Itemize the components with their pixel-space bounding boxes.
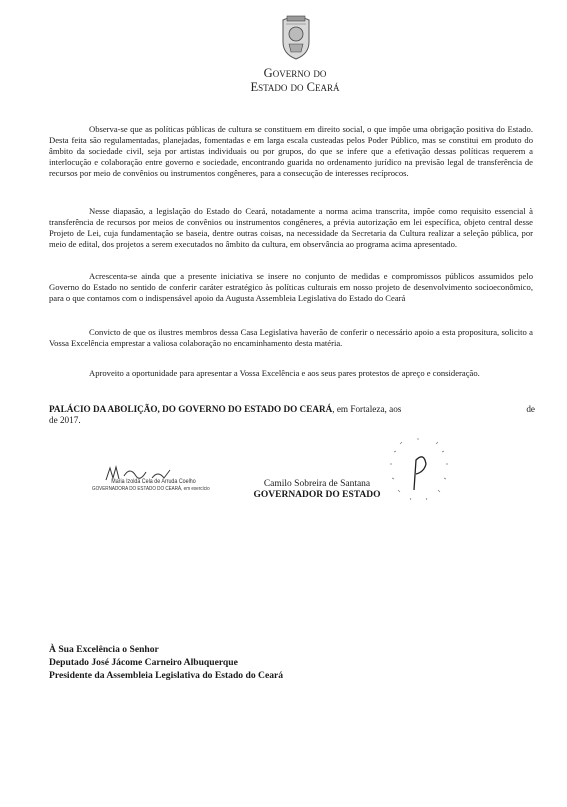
- palace-name: PALÁCIO DA ABOLIÇÃO, DO GOVERNO DO ESTADO DO CEARÁ: [49, 404, 333, 414]
- signatory-left-role: GOVERNADORA DO ESTADO DO CEARÁ, em exercício: [92, 486, 210, 492]
- date-de: de: [526, 404, 535, 414]
- addressee-title: Presidente da Assembleia Legislativa do Estado do Ceará: [49, 670, 284, 681]
- place-date-line: [49, 404, 535, 426]
- body-paragraph: Convicto de que os ilustres membros dessa Casa Legislativa haverão de conferir o necessário apoio a esta propositura, solicito a Vossa Excelência emprestar a valiosa colaboração no encaminhamento desta matéria.: [49, 327, 533, 348]
- coat-of-arms-icon: [279, 14, 313, 60]
- addressee-salutation: À Sua Excelência o Senhor: [49, 644, 159, 655]
- header-government: Governo do: [263, 66, 327, 80]
- place-date-text: , em Fortaleza, aos: [332, 404, 402, 414]
- body-paragraph: Nesse diapasão, a legislação do Estado do Ceará, notadamente a norma acima transcrita, impõe como requisito essencial à transferência de recursos por meios de convênios ou instrumentos congêneres, a prévia autorização em lei específica, objeto central desse Projeto de Lei, cuja fundamentação se baseia, dentre outras coisas, na necessidade da Secretaria da Cultura realizar a seleção pública, por meio de edital, dos projetos a serem executados no âmbito da cultura, em observância ao programa acima apresentado.: [49, 206, 533, 249]
- body-paragraph: Acrescenta-se ainda que a presente iniciativa se insere no conjunto de medidas e compromissos públicos assumidos pelo Governo do Estado no sentido de conferir caráter estratégico às políticas culturais em nosso projeto de desenvolvimento socioeconômico, para o que contamos com o indispensável apoio da Augusta Assembleia Legislativa do Estado do Ceará: [49, 271, 533, 303]
- date-year: de 2017.: [49, 415, 81, 425]
- body-paragraph: Aproveito a oportunidade para apresentar a Vossa Excelência e aos seus pares protestos de apreço e consideração.: [89, 368, 480, 378]
- body-paragraph: Observa-se que as políticas públicas de cultura se constituem em direito social, o que impõe uma obrigação positiva do Estado. Desta feita são regulamentadas, planejadas, fomentadas e em larga escala custeadas pelos Poder Público, mas se constitui em produto do âmbito da sociedade civil, seja por artistas individuais ou por grupos, do que se infere que a efetivação dessas políticas requerem a interlocução e colaboração entre governo e sociedade, encontrando guarida no ordenamento jurídico na previsão legal de transferência de recursos por meio de convênios ou instrumentos congêneres, para a consecução de interesses recíprocos.: [49, 124, 533, 178]
- header-state: Estado do Ceará: [250, 80, 340, 94]
- addressee-name: Deputado José Jácome Carneiro Albuquerque: [49, 657, 238, 668]
- signatory-left-name: Maria Izolda Cela de Arruda Coelho: [111, 478, 196, 485]
- governor-role: GOVERNADOR DO ESTADO: [253, 490, 381, 500]
- handwritten-initial-icon: [380, 434, 460, 510]
- governor-name: Camilo Sobreira de Santana: [263, 479, 371, 489]
